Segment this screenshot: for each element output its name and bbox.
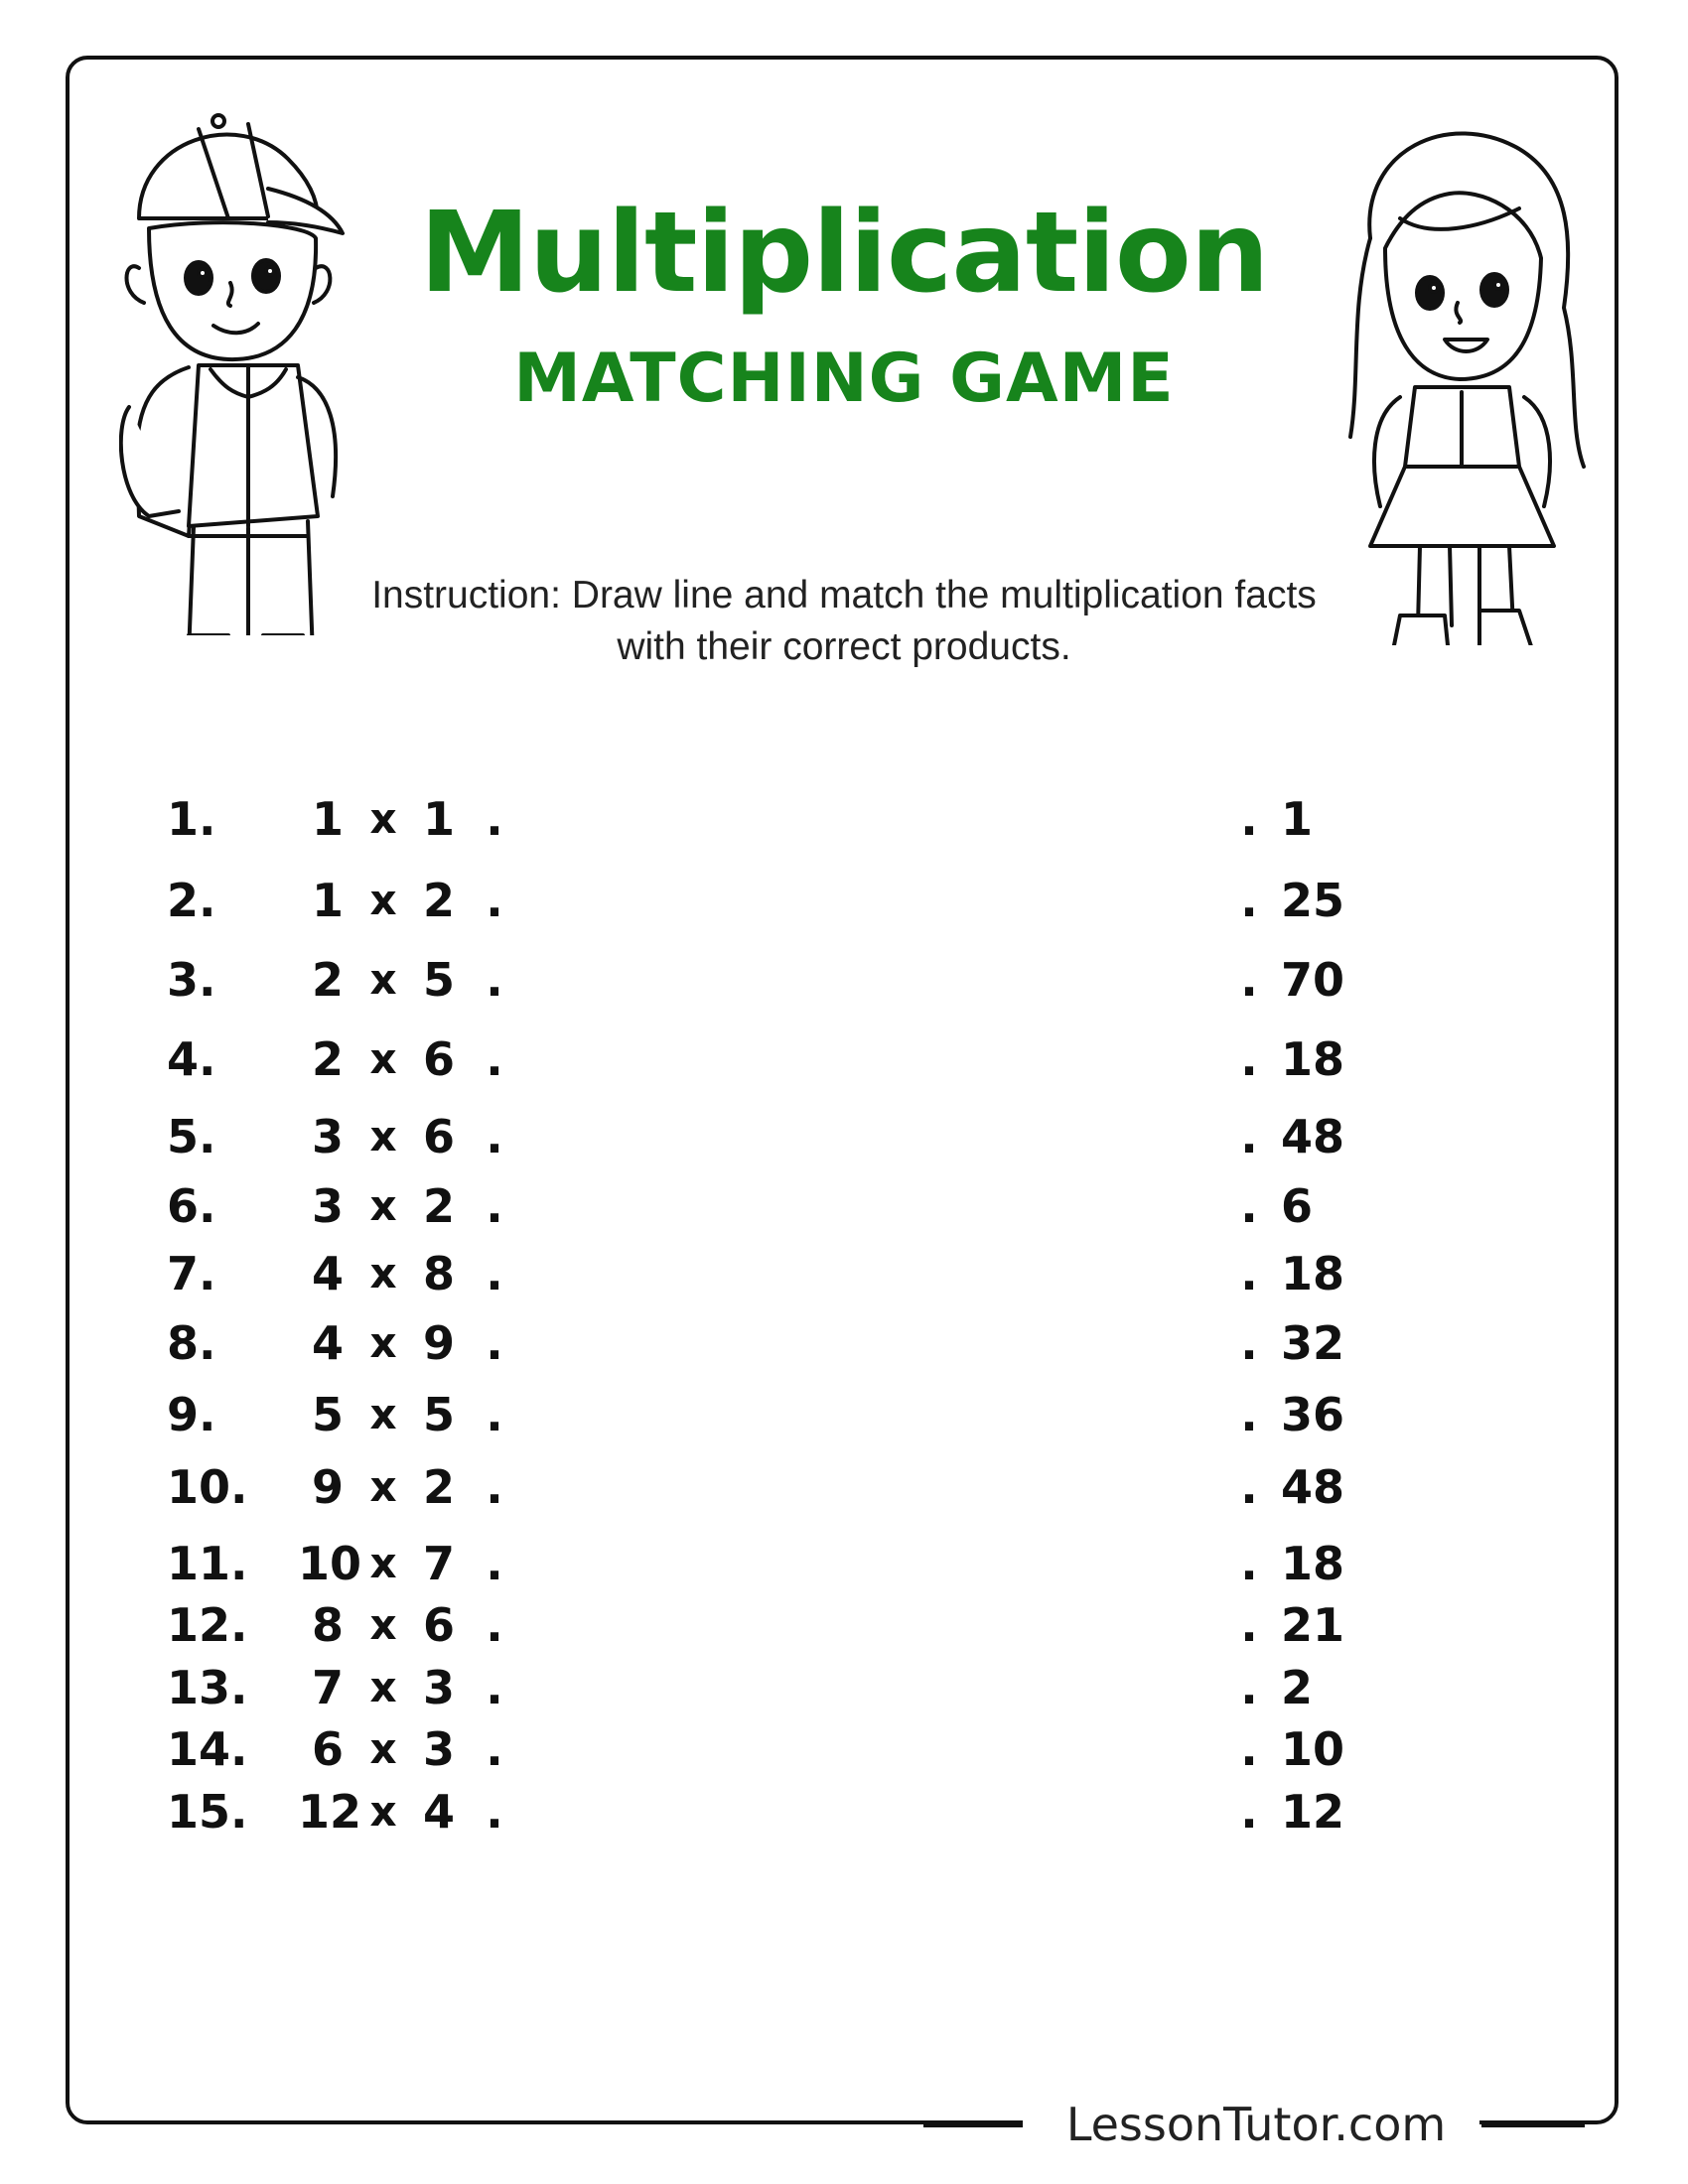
factor-a: 2 xyxy=(311,1032,344,1086)
product-value: 48 xyxy=(1281,1110,1345,1163)
factor-b: 6 xyxy=(422,1032,455,1086)
product-value: 12 xyxy=(1281,1785,1345,1839)
right-match-dot[interactable]: . xyxy=(1240,1388,1258,1441)
page-title: Multiplication xyxy=(419,189,1269,318)
times-sign: x xyxy=(369,1663,397,1711)
problem-number: 7. xyxy=(167,1247,216,1300)
problem-number: 1. xyxy=(167,792,216,846)
left-match-dot[interactable]: . xyxy=(486,1032,503,1086)
problem-number: 9. xyxy=(167,1388,216,1441)
factor-b: 2 xyxy=(422,1179,455,1233)
factor-b: 6 xyxy=(422,1110,455,1163)
product-value: 25 xyxy=(1281,874,1345,927)
left-match-dot[interactable]: . xyxy=(486,1460,503,1514)
times-sign: x xyxy=(369,1462,397,1511)
left-match-dot[interactable]: . xyxy=(486,1722,503,1776)
instruction-line-1: Instruction: Draw line and match the multiplication facts xyxy=(371,574,1317,616)
footer-site-name: LessonTutor.com xyxy=(1065,2098,1447,2151)
left-match-dot[interactable]: . xyxy=(486,1537,503,1590)
problem-number: 8. xyxy=(167,1316,216,1370)
factor-a: 1 xyxy=(311,874,344,927)
problem-row xyxy=(0,1239,1688,1308)
factor-b: 6 xyxy=(422,1598,455,1652)
factor-b: 7 xyxy=(422,1537,455,1590)
factor-b: 2 xyxy=(422,1460,455,1514)
times-sign: x xyxy=(369,1034,397,1083)
footer-rule-right xyxy=(1481,2122,1585,2127)
right-match-dot[interactable]: . xyxy=(1240,953,1258,1007)
problem-row xyxy=(0,866,1688,935)
times-sign: x xyxy=(369,876,397,924)
problem-number: 12. xyxy=(167,1598,248,1652)
problem-row xyxy=(0,1024,1688,1094)
problem-number: 15. xyxy=(167,1785,248,1839)
problem-row xyxy=(0,1380,1688,1449)
problem-row xyxy=(0,1452,1688,1522)
times-sign: x xyxy=(369,1181,397,1230)
right-match-dot[interactable]: . xyxy=(1240,1032,1258,1086)
left-match-dot[interactable]: . xyxy=(486,953,503,1007)
instruction-text xyxy=(318,570,1370,673)
factor-b: 3 xyxy=(422,1661,455,1714)
right-match-dot[interactable]: . xyxy=(1240,1537,1258,1590)
factor-b: 3 xyxy=(422,1722,455,1776)
problem-row xyxy=(0,1653,1688,1722)
factor-a: 2 xyxy=(311,953,344,1007)
product-value: 36 xyxy=(1281,1388,1345,1441)
product-value: 21 xyxy=(1281,1598,1345,1652)
factor-a: 10 xyxy=(298,1537,362,1590)
left-match-dot[interactable]: . xyxy=(486,1247,503,1300)
footer-rule-left xyxy=(923,2122,1023,2127)
factor-a: 8 xyxy=(311,1598,344,1652)
factor-b: 8 xyxy=(422,1247,455,1300)
factor-a: 4 xyxy=(311,1247,344,1300)
problem-number: 3. xyxy=(167,953,216,1007)
problem-number: 5. xyxy=(167,1110,216,1163)
problem-row xyxy=(0,1102,1688,1171)
times-sign: x xyxy=(369,794,397,843)
times-sign: x xyxy=(369,955,397,1004)
product-value: 18 xyxy=(1281,1247,1345,1300)
problem-number: 10. xyxy=(167,1460,248,1514)
times-sign: x xyxy=(369,1318,397,1367)
problem-row xyxy=(0,1171,1688,1241)
times-sign: x xyxy=(369,1249,397,1297)
product-value: 48 xyxy=(1281,1460,1345,1514)
left-match-dot[interactable]: . xyxy=(486,1388,503,1441)
instruction-line-2: with their correct products. xyxy=(617,625,1071,668)
problem-number: 2. xyxy=(167,874,216,927)
factor-a: 6 xyxy=(311,1722,344,1776)
factor-a: 12 xyxy=(298,1785,362,1839)
problem-row xyxy=(0,1714,1688,1784)
right-match-dot[interactable]: . xyxy=(1240,1316,1258,1370)
product-value: 6 xyxy=(1281,1179,1314,1233)
problem-row xyxy=(0,1308,1688,1378)
factor-b: 9 xyxy=(422,1316,455,1370)
problem-number: 14. xyxy=(167,1722,248,1776)
problem-row xyxy=(0,784,1688,854)
problem-number: 4. xyxy=(167,1032,216,1086)
times-sign: x xyxy=(369,1539,397,1587)
factor-a: 1 xyxy=(311,792,344,846)
product-value: 18 xyxy=(1281,1537,1345,1590)
factor-a: 7 xyxy=(311,1661,344,1714)
right-match-dot[interactable]: . xyxy=(1240,1460,1258,1514)
left-match-dot[interactable]: . xyxy=(486,874,503,927)
right-match-dot[interactable]: . xyxy=(1240,874,1258,927)
right-match-dot[interactable]: . xyxy=(1240,792,1258,846)
factor-b: 5 xyxy=(422,953,455,1007)
problem-row xyxy=(0,1777,1688,1846)
left-match-dot[interactable]: . xyxy=(486,792,503,846)
factor-a: 4 xyxy=(311,1316,344,1370)
left-match-dot[interactable]: . xyxy=(486,1179,503,1233)
problem-number: 6. xyxy=(167,1179,216,1233)
times-sign: x xyxy=(369,1600,397,1649)
problem-row xyxy=(0,1529,1688,1598)
left-match-dot[interactable]: . xyxy=(486,1316,503,1370)
left-match-dot[interactable]: . xyxy=(486,1785,503,1839)
times-sign: x xyxy=(369,1112,397,1160)
right-match-dot[interactable]: . xyxy=(1240,1598,1258,1652)
product-value: 2 xyxy=(1281,1661,1314,1714)
right-match-dot[interactable]: . xyxy=(1240,1661,1258,1714)
factor-b: 5 xyxy=(422,1388,455,1441)
problem-number: 13. xyxy=(167,1661,248,1714)
right-match-dot[interactable]: . xyxy=(1240,1722,1258,1776)
factor-a: 5 xyxy=(311,1388,344,1441)
times-sign: x xyxy=(369,1724,397,1773)
times-sign: x xyxy=(369,1787,397,1836)
right-match-dot[interactable]: . xyxy=(1240,1247,1258,1300)
factor-b: 4 xyxy=(422,1785,455,1839)
right-match-dot[interactable]: . xyxy=(1240,1179,1258,1233)
right-match-dot[interactable]: . xyxy=(1240,1785,1258,1839)
left-match-dot[interactable]: . xyxy=(486,1110,503,1163)
product-value: 18 xyxy=(1281,1032,1345,1086)
times-sign: x xyxy=(369,1390,397,1438)
product-value: 1 xyxy=(1281,792,1314,846)
factor-b: 2 xyxy=(422,874,455,927)
problem-number: 11. xyxy=(167,1537,248,1590)
factor-b: 1 xyxy=(422,792,455,846)
left-match-dot[interactable]: . xyxy=(486,1661,503,1714)
factor-a: 3 xyxy=(311,1179,344,1233)
factor-a: 3 xyxy=(311,1110,344,1163)
right-match-dot[interactable]: . xyxy=(1240,1110,1258,1163)
page-subtitle: MATCHING GAME xyxy=(513,340,1175,418)
left-match-dot[interactable]: . xyxy=(486,1598,503,1652)
product-value: 70 xyxy=(1281,953,1345,1007)
product-value: 32 xyxy=(1281,1316,1345,1370)
problem-row xyxy=(0,945,1688,1015)
factor-a: 9 xyxy=(311,1460,344,1514)
product-value: 10 xyxy=(1281,1722,1345,1776)
problem-row xyxy=(0,1590,1688,1660)
